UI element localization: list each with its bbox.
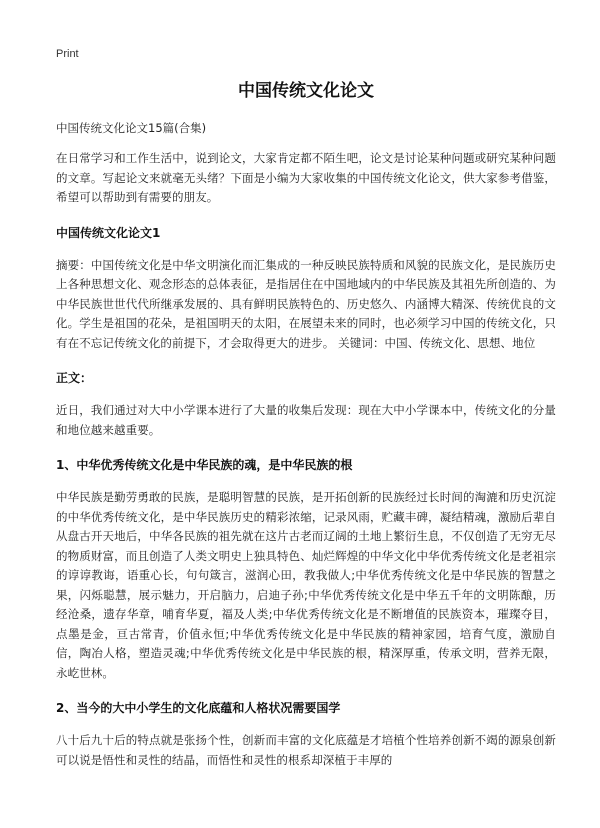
intro-paragraph: 在日常学习和工作生活中，说到论文，大家肯定都不陌生吧，论文是讨论某种问题或研究某种问题的文章。写起论文来就毫无头绪？下面是小编为大家收集的中国传统文化论文，供大家参考借鉴，希望可以帮助到有需要的朋友。 xyxy=(56,151,556,204)
main-text-heading: 正文： xyxy=(56,371,93,385)
document-page xyxy=(56,74,556,786)
print-link[interactable]: Print xyxy=(56,48,79,60)
point2-paragraph: 八十后九十后的特点就是张扬个性，创新而丰富的文化底蕴是才培植个性培养创新不竭的源泉创新可以说是悟性和灵性的结晶，而悟性和灵性的根系却深植于丰厚的 xyxy=(56,733,556,767)
point1-heading: 1、中华优秀传统文化是中华民族的魂，是中华民族的根 xyxy=(56,458,353,472)
section1-heading: 中国传统文化论文1 xyxy=(56,225,161,240)
document-title: 中国传统文化论文 xyxy=(238,81,374,101)
point1-paragraph: 中华民族是勤劳勇敢的民族，是聪明智慧的民族，是开拓创新的民族经过长时间的淘漉和历史沉淀的中华优秀传统文化，是中华民族历史的精彩浓缩，记录风雨，贮藏丰碑，凝结精魂，激励后辈自从盘古开天地后，中华各民族的祖先就在这片古老而辽阔的土地上繁衍生息，不仅创造了无穷无尽的物质财富，而且创造了人类文明史上独具特色、灿烂辉煌的中华文化中华优秀传统文化是老祖宗的谆谆教诲，语重心长，句句箴言，滋润心田，教我做人;中华优秀传统文化是中华民族的智慧之果，闪烁聪慧，展示魅力，开启脑力，启迪子孙;中华优秀传统文化是中华五千年的文明陈酿，历经沧桑，遗存华章，哺育华夏，福及人类;中华优秀传统文化是不断增值的民族资本，璀璨夺目，点墨是金，亘古常青，价值永恒;中华优秀传统文化是中华民族的精神家园，培育气度，激励自信，陶冶人格，塑造灵魂;中华优秀传统文化是中华民族的根，精深厚重，传承文明，营养无限，永屹世林。 xyxy=(56,490,556,680)
point2-heading: 2、当今的大中小学生的文化底蕴和人格状况需要国学 xyxy=(56,701,341,715)
abstract-paragraph: 摘要：中国传统文化是中华文明演化而汇集成的一种反映民族特质和风貌的民族文化，是民族历史上各种思想文化、观念形态的总体表征，是指居住在中国地域内的中华民族及其祖先所创造的、为中华民族世世代代所继承发展的、具有鲜明民族特色的、历史悠久、内涵博大精深、传统优良的文化。学生是祖国的花朵，是祖国明天的太阳，在展望未来的同时，也必须学习中国的传统文化，只有在不忘记传统文化的前提下，才会取得更大的进步。 关键词：中国、传统文化、思想、地位 xyxy=(56,257,556,350)
document-subtitle: 中国传统文化论文15篇(合集) xyxy=(56,121,207,135)
recent-paragraph: 近日，我们通过对大中小学课本进行了大量的收集后发现：现在大中小学课本中，传统文化的分量和地位越来越重要。 xyxy=(56,403,556,437)
